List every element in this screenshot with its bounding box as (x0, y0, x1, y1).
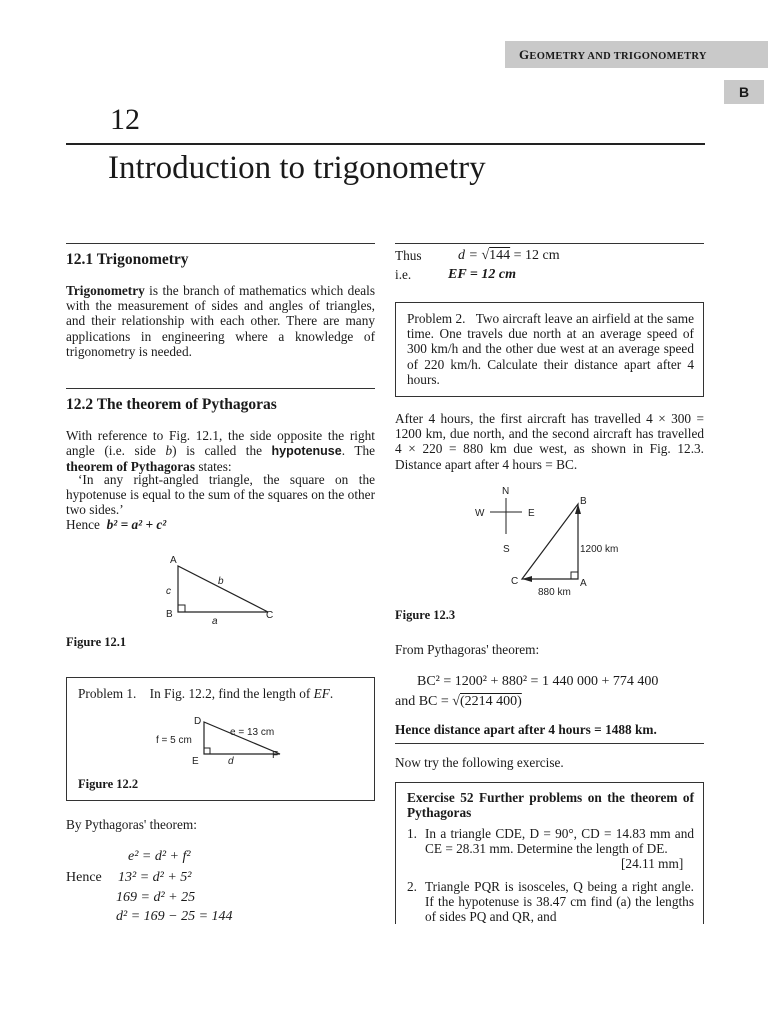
figure-12-2-caption: Figure 12.2 (78, 777, 139, 791)
side-d-label: d (228, 756, 234, 767)
side-b-label: b (218, 576, 224, 587)
working-intro: By Pythagoras' theorem: (66, 817, 197, 832)
vertex-a-label: A (170, 555, 177, 566)
equation-line-6: EF = 12 cm (448, 267, 517, 282)
result-statement: Hence distance apart after 4 hours = 1488 km. (395, 722, 657, 737)
point-b-label: B (580, 496, 587, 507)
figure-12-2-triangle (152, 712, 292, 768)
result-rule (395, 743, 704, 744)
equation-line-3: 169 = d² + 25 (116, 890, 196, 905)
problem-1-text: Problem 1. In Fig. 12.2, find the length of EF. (78, 686, 334, 701)
right-angle-mark (178, 605, 185, 612)
problem-2-text: Problem 2. Two aircraft leave an airfield at the same time. One travels due north at an average speed of 300 km/h and the other due west at an average speed of 220 km/h. Calculate their distance apart after 4 hours. (407, 311, 694, 387)
compass-e-label: E (528, 508, 535, 519)
side-a-label: a (212, 616, 218, 627)
compass-w-label: W (475, 508, 485, 519)
exercise-item-text: In a triangle CDE, D = 90°, CD = 14.83 mm and CE = 28.31 mm. Determine the length of DE. (425, 826, 694, 857)
running-header: GEOMETRY AND TRIGONOMETRY (519, 47, 707, 62)
vertical-distance-label: 1200 km (580, 544, 619, 555)
right-angle-mark (571, 572, 578, 579)
exercise-item-answer: [24.11 mm] (621, 856, 684, 871)
exercise-item-number: 1. (407, 826, 417, 841)
vertex-b-label: B (166, 609, 173, 620)
chapter-number: 12 (110, 103, 140, 136)
equation-line-5: d = √144 = 12 cm (458, 248, 560, 263)
section-12-2-heading: 12.2 The theorem of Pythagoras (66, 396, 277, 413)
equation-line-4: d² = 169 − 25 = 144 (116, 909, 233, 924)
figure-12-1-caption: Figure 12.1 (66, 635, 127, 649)
bc-equation-1: BC² = 1200² + 880² = 1 440 000 + 774 400 (417, 674, 659, 689)
figure-12-1-triangle (160, 552, 290, 628)
horizontal-distance-label: 880 km (538, 587, 571, 598)
compass-s-label: S (503, 544, 510, 555)
from-pythagoras-text: From Pythagoras' theorem: (395, 642, 540, 657)
figure-12-3-diagram (470, 482, 640, 602)
hence-label: Hence (66, 870, 102, 885)
compass-n-label: N (502, 486, 510, 497)
vertex-e-label: E (192, 756, 199, 767)
equation-line-2: 13² = d² + 5² (118, 870, 192, 885)
exercise-item-number: 2. (407, 879, 417, 894)
vertex-c-label: C (266, 610, 274, 621)
side-e-label: e = 13 cm (230, 727, 275, 738)
side-c-label: c (166, 586, 171, 597)
section-rule (66, 388, 375, 389)
point-a-label: A (580, 578, 587, 589)
solution-2-paragraph: After 4 hours, the first aircraft has travelled 4 × 300 = 1200 km, due north, and the second aircraft has travelled 4 × 220 = 880 km due west, as shown in Fig. 12.3. Distance apart after 4 hours = BC. (395, 411, 704, 472)
equation-line-1: e² = d² + f² (128, 849, 191, 864)
chapter-title: Introduction to trigonometry (108, 150, 486, 186)
exercise-item-text: Triangle PQR is isosceles, Q being a right angle. If the hypotenuse is 38.47 cm find (a) the lengths of sides PQ and QR, and (425, 879, 694, 925)
chapter-rule (66, 143, 705, 145)
thus-label: Thus (395, 248, 422, 263)
side-f-label: f = 5 cm (156, 735, 192, 746)
column-rule (395, 243, 704, 244)
part-badge: B (724, 80, 764, 104)
section-rule (66, 243, 375, 244)
figure-12-3-caption: Figure 12.3 (395, 608, 456, 622)
vertex-f-label: F (272, 750, 279, 761)
section-12-1-heading: 12.1 Trigonometry (66, 251, 189, 268)
now-try-text: Now try the following exercise. (395, 755, 564, 770)
section-12-1-paragraph: Trigonometry is the branch of mathematics which deals with the measurement of sides and angles of triangles, and their relationship with each other. There are many applications in engineering where a knowledge of trigonometry is needed. (66, 283, 375, 359)
ie-label: i.e. (395, 267, 412, 282)
exercise-52-title: Exercise 52 Further problems on the theorem of Pythagoras (407, 790, 694, 821)
pythagoras-quote: ‘In any right-angled triangle, the square on the hypotenuse is equal to the sum of the squares on the other two sides.’ (66, 472, 375, 518)
right-angle-mark (204, 748, 210, 754)
triangle-abc (178, 566, 268, 612)
vertex-d-label: D (194, 716, 202, 727)
hence-equation: Hence b² = a² + c² (66, 517, 167, 532)
bc-equation-2: and BC = √(2214 400) (395, 694, 522, 709)
point-c-label: C (511, 576, 519, 587)
section-12-2-paragraph: With reference to Fig. 12.1, the side opposite the right angle (i.e. side b) is called the hypotenuse. The theorem of Pythagoras states: (66, 428, 375, 475)
